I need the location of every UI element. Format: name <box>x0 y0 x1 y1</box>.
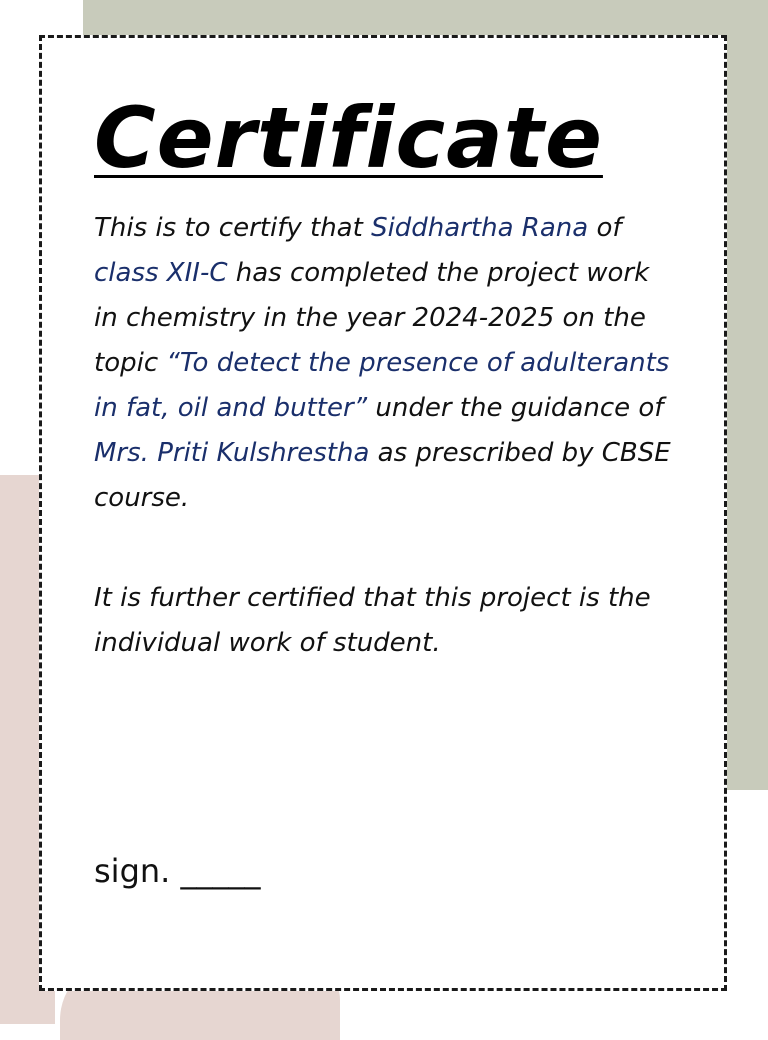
student-class: class XII-C <box>94 258 228 288</box>
project-topic: “To detect the presence of adulterants in fat, oil and butter” <box>94 348 670 423</box>
certificate-title: Certificate <box>94 89 603 187</box>
certificate-body-paragraph <box>94 206 679 521</box>
guide-name: Mrs. Priti Kulshrestha <box>94 438 370 468</box>
body-text-segment: has completed the project work in chemistry in the year 2024-2025 on the topic <box>94 258 650 378</box>
certificate-statement-paragraph: It is further certified that this project is the individual work of student. <box>94 583 651 658</box>
body-text-segment: This is to certify that <box>94 213 372 243</box>
body-text-segment: of <box>588 213 622 243</box>
signature-line: sign. _____ <box>94 852 261 890</box>
body-text-segment: under the guidance of <box>367 393 664 423</box>
body-text-segment: as prescribed by CBSE course. <box>94 438 671 513</box>
student-name: Siddhartha Rana <box>371 213 589 243</box>
